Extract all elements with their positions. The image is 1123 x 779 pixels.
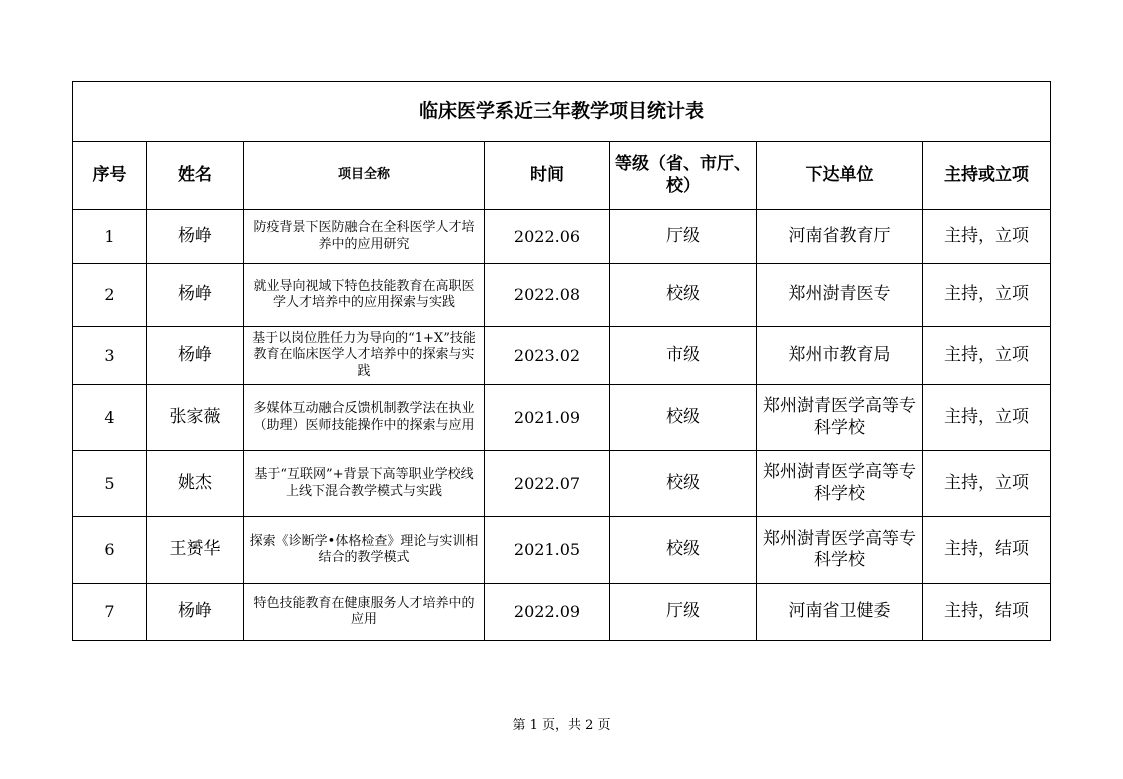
header-name: 姓名 bbox=[147, 142, 244, 210]
cell-level: 校级 bbox=[610, 264, 757, 327]
cell-name: 杨峥 bbox=[147, 584, 244, 641]
page-footer: 第 1 页，共 2 页 bbox=[512, 718, 611, 733]
header-project: 项目全称 bbox=[244, 142, 485, 210]
table-row bbox=[73, 327, 1051, 385]
cell-time: 2022.09 bbox=[485, 584, 610, 641]
cell-name: 王赟华 bbox=[147, 517, 244, 584]
cell-unit: 河南省卫健委 bbox=[757, 584, 923, 641]
cell-project: 多媒体互动融合反馈机制教学法在执业（助理）医师技能操作中的探索与应用 bbox=[244, 385, 485, 451]
cell-time: 2022.06 bbox=[485, 210, 610, 264]
header-time: 时间 bbox=[485, 142, 610, 210]
cell-level: 厅级 bbox=[610, 584, 757, 641]
header-seq: 序号 bbox=[73, 142, 147, 210]
table-title-row bbox=[73, 82, 1051, 142]
cell-level: 市级 bbox=[610, 327, 757, 385]
table-header-row bbox=[73, 142, 1051, 210]
table-row bbox=[73, 210, 1051, 264]
cell-project: 特色技能教育在健康服务人才培养中的应用 bbox=[244, 584, 485, 641]
cell-project: 就业导向视域下特色技能教育在高职医学人才培养中的应用探索与实践 bbox=[244, 264, 485, 327]
cell-role: 主持，结项 bbox=[923, 517, 1051, 584]
cell-level: 校级 bbox=[610, 451, 757, 517]
cell-name: 杨峥 bbox=[147, 264, 244, 327]
cell-time: 2021.05 bbox=[485, 517, 610, 584]
cell-seq: 4 bbox=[73, 385, 147, 451]
cell-level: 厅级 bbox=[610, 210, 757, 264]
header-unit: 下达单位 bbox=[757, 142, 923, 210]
cell-unit: 郑州澍青医学高等专科学校 bbox=[757, 385, 923, 451]
cell-seq: 6 bbox=[73, 517, 147, 584]
cell-name: 张家薇 bbox=[147, 385, 244, 451]
cell-role: 主持，立项 bbox=[923, 451, 1051, 517]
cell-role: 主持，立项 bbox=[923, 327, 1051, 385]
cell-project: 基于以岗位胜任力为导向的“1+X”技能教育在临床医学人才培养中的探索与实践 bbox=[244, 327, 485, 385]
cell-role: 主持，结项 bbox=[923, 584, 1051, 641]
cell-time: 2023.02 bbox=[485, 327, 610, 385]
cell-project: 基于“互联网”+背景下高等职业学校线上线下混合教学模式与实践 bbox=[244, 451, 485, 517]
cell-unit: 郑州澍青医学高等专科学校 bbox=[757, 451, 923, 517]
cell-seq: 5 bbox=[73, 451, 147, 517]
cell-time: 2022.07 bbox=[485, 451, 610, 517]
cell-unit: 郑州澍青医学高等专科学校 bbox=[757, 517, 923, 584]
cell-unit: 郑州澍青医专 bbox=[757, 264, 923, 327]
table-row bbox=[73, 584, 1051, 641]
cell-role: 主持，立项 bbox=[923, 264, 1051, 327]
cell-seq: 3 bbox=[73, 327, 147, 385]
cell-name: 杨峥 bbox=[147, 210, 244, 264]
table-row bbox=[73, 264, 1051, 327]
cell-level: 校级 bbox=[610, 517, 757, 584]
header-role: 主持或立项 bbox=[923, 142, 1051, 210]
cell-role: 主持，立项 bbox=[923, 385, 1051, 451]
cell-unit: 郑州市教育局 bbox=[757, 327, 923, 385]
cell-level: 校级 bbox=[610, 385, 757, 451]
cell-project: 防疫背景下医防融合在全科医学人才培养中的应用研究 bbox=[244, 210, 485, 264]
cell-name: 姚杰 bbox=[147, 451, 244, 517]
table-row bbox=[73, 451, 1051, 517]
cell-seq: 2 bbox=[73, 264, 147, 327]
table-row bbox=[73, 385, 1051, 451]
cell-role: 主持，立项 bbox=[923, 210, 1051, 264]
cell-seq: 1 bbox=[73, 210, 147, 264]
project-statistics-table bbox=[72, 81, 1051, 641]
cell-time: 2022.08 bbox=[485, 264, 610, 327]
cell-seq: 7 bbox=[73, 584, 147, 641]
header-level: 等级（省、市厅、校） bbox=[610, 142, 757, 210]
cell-name: 杨峥 bbox=[147, 327, 244, 385]
table-row bbox=[73, 517, 1051, 584]
cell-unit: 河南省教育厅 bbox=[757, 210, 923, 264]
cell-project: 探索《诊断学•体格检查》理论与实训相结合的教学模式 bbox=[244, 517, 485, 584]
table-title: 临床医学系近三年教学项目统计表 bbox=[73, 82, 1051, 142]
cell-time: 2021.09 bbox=[485, 385, 610, 451]
